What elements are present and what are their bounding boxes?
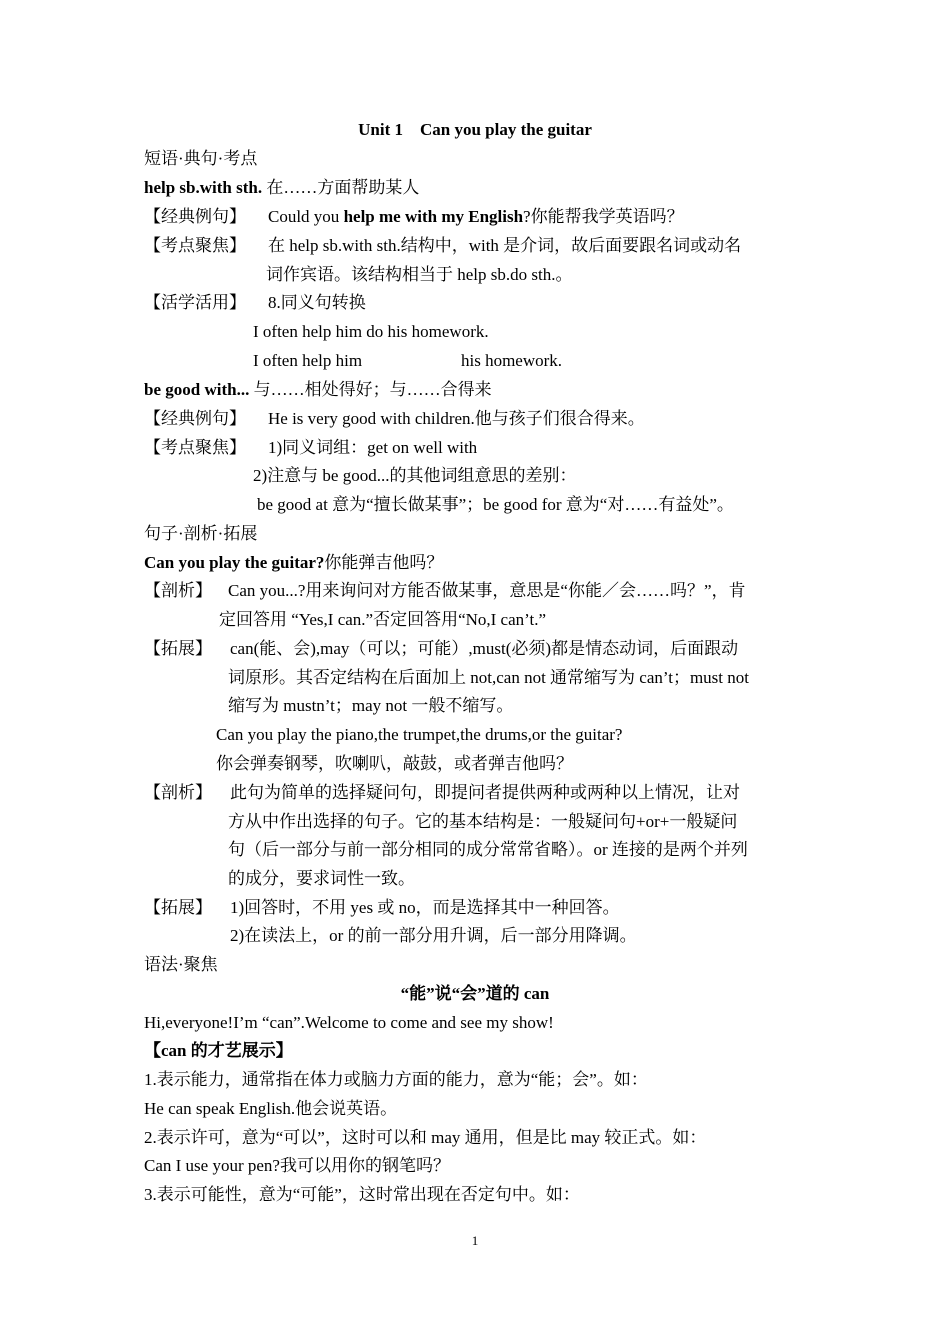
focus-tag: 【考点聚焦】 [144,438,246,457]
page-number: 1 [471,1233,479,1248]
section-heading-sentences: 句子·剖析·拓展 [144,524,258,543]
example-sentence [268,206,684,228]
practice-tag: 【活学活用】 [144,293,246,312]
phrase-term: be good with... [144,380,250,399]
extension-line: 缩写为 mustn’t；may not 一般不缩写。 [228,696,514,715]
extension-line: can(能、会),may（可以；可能）,must(必须)都是情态动词，后面跟动 [230,639,739,658]
extension-tag: 【拓展】 [144,898,212,917]
example-tag: 【经典例句】 [144,409,246,428]
grammar-item: 3.表示可能性，意为“可能”，这时常出现在否定句中。如： [144,1185,580,1204]
section-heading-grammar: 语法·聚焦 [144,955,218,974]
focus-tag: 【考点聚焦】 [144,236,246,255]
analysis-line: Can you...?用来询问对方能否做某事，意思是“你能／会……吗？”，肯 [228,581,746,600]
example-question: Can you play the piano,the trumpet,the drums,or the guitar? [216,725,623,744]
section-heading-phrases: 短语·典句·考点 [144,149,258,168]
bracket-left: 【 [144,1041,161,1060]
extension-tag: 【拓展】 [144,639,212,658]
show-heading-rest: 的才艺展示】 [186,1041,293,1060]
phrase-heading-help [144,177,419,199]
phrase-term: help sb.with sth. [144,178,263,197]
analysis-line: 句（后一部分与前一部分相同的成分常常省略）。or 连接的是两个并列 [228,840,748,859]
grammar-item: 2.表示许可，意为“可以”，这时可以和 may 通用，但是比 may 较正式。如： [144,1128,707,1147]
focus-line: be good at 意为“擅长做某事”；be good for 意为“对……有益处”。 [257,495,734,514]
focus-line: 在 help sb.with sth.结构中，with 是介词，故后面要跟名词或动名 [268,236,742,255]
grammar-intro: Hi,everyone!I’m “can”.Welcome to come and see my show! [144,1013,554,1032]
phrase-meaning: 与……相处得好；与……合得来 [249,380,492,399]
focus-line: 词作宾语。该结构相当于 help sb.do sth.。 [266,265,573,284]
analysis-line: 此句为简单的选择疑问句，即提问者提供两种或两种以上情况，让对 [230,783,740,802]
example-bold: help me with my English [343,207,524,226]
example-sentence: He is very good with children.他与孩子们很合得来。 [268,409,645,428]
grammar-item: 1.表示能力，通常指在体力或脑力方面的能力，意为“能；会”。如： [144,1070,648,1089]
practice-line: 8.同义句转换 [268,293,366,312]
practice-line: I often help him do his homework. [253,322,489,341]
page-title: Unit 1 Can you play the guitar [358,120,592,139]
analysis-line: 定回答用 “Yes,I can.”否定回答用“No,I can’t.” [219,610,547,629]
extension-line: 2)在读法上，or 的前一部分用升调，后一部分用降调。 [230,926,637,945]
sentence-meaning: 你能弹吉他吗？ [324,553,444,572]
sentence-term: Can you play the guitar? [144,553,325,572]
practice-blank-start: I often help him [253,351,363,370]
analysis-tag: 【剖析】 [144,783,212,802]
example-text: ?你能帮我学英语吗？ [523,207,684,226]
extension-line: 1)回答时，不用 yes 或 no，而是选择其中一种回答。 [230,898,620,917]
focus-line: 2)注意与 be good...的其他词组意思的差别： [253,466,577,485]
phrase-meaning: 在……方面帮助某人 [262,178,420,197]
grammar-example: He can speak English.他会说英语。 [144,1099,398,1118]
practice-blank-end: his homework. [461,351,563,370]
keyword-can: can [161,1041,187,1060]
sentence-heading [144,552,443,574]
example-tag: 【经典例句】 [144,207,246,226]
example-translation: 你会弹奏钢琴，吹喇叭，敲鼓，或者弹吉他吗？ [216,754,573,773]
analysis-line: 的成分，要求词性一致。 [228,869,415,888]
extension-line: 词原形。其否定结构在后面加上 not,can not 通常缩写为 can’t；must not [228,668,749,687]
example-text: Could you [268,207,344,226]
focus-line: 1)同义词组：get on well with [268,438,478,457]
phrase-heading-good [144,379,492,401]
analysis-line: 方从中作出选择的句子。它的基本结构是：一般疑问句+or+一般疑问 [228,812,738,831]
analysis-tag: 【剖析】 [144,581,212,600]
grammar-example: Can I use your pen?我可以用你的钢笔吗？ [144,1156,450,1175]
grammar-subtitle: “能”说“会”道的 can [400,984,550,1003]
grammar-show-heading [144,1040,293,1062]
